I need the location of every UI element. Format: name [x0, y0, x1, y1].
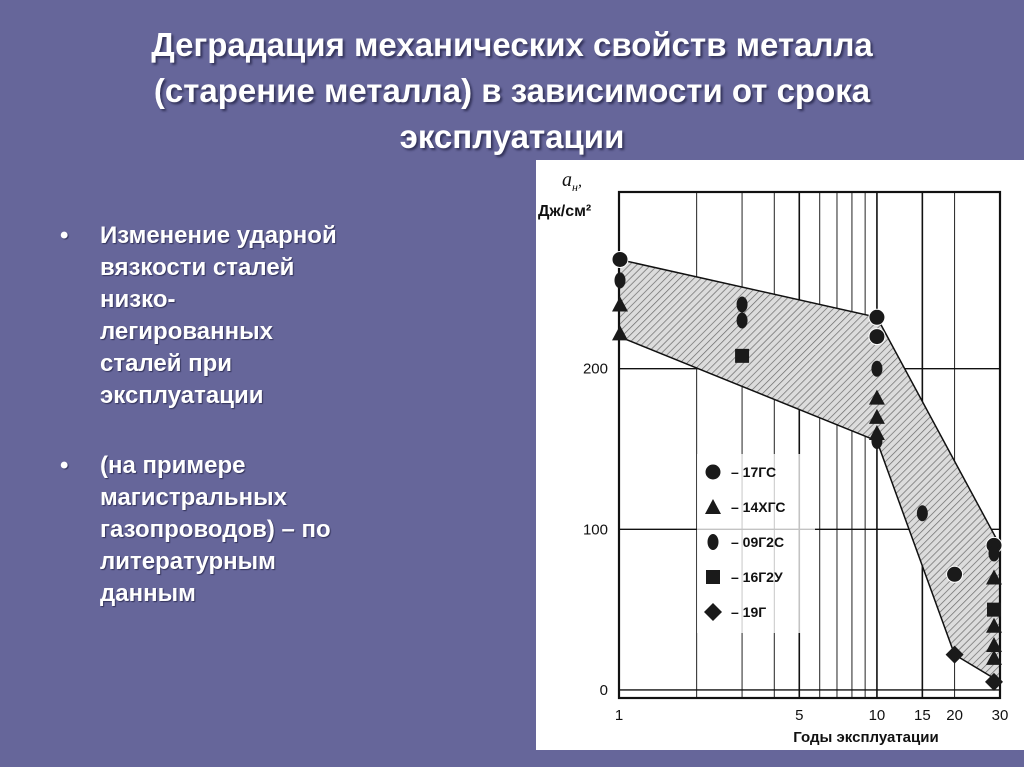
data-point-ellipse [989, 545, 1000, 561]
bullet-marker: • [60, 222, 69, 249]
title-line-2: (старение металла) в зависимости от срока [153, 72, 871, 109]
x-tick-label: 20 [946, 707, 963, 724]
bullet-2-line-2: магистральных [100, 484, 287, 511]
data-point-ellipse [737, 296, 748, 312]
data-point-ellipse [737, 313, 748, 329]
y-tick-label: 100 [582, 521, 608, 539]
legend-marker-square [706, 570, 720, 584]
data-point-square [735, 349, 749, 363]
title-line-3: эксплуатации [399, 118, 625, 155]
data-point-circle [612, 251, 628, 267]
bullet-1-line-5: сталей при [100, 350, 233, 377]
bullet-1-line-6: эксплуатации [100, 382, 264, 409]
legend-marker-ellipse [708, 534, 719, 550]
legend-marker-circle [705, 464, 721, 480]
data-point-square [987, 603, 1001, 617]
data-point-ellipse [871, 361, 882, 377]
data-point-ellipse [615, 272, 626, 288]
legend-label: – 16Г2У [731, 569, 783, 585]
data-point-ellipse [917, 505, 928, 521]
legend-label: – 19Г [731, 604, 767, 620]
y-tick-label: 0 [599, 681, 608, 699]
x-tick-label: 30 [991, 707, 1009, 724]
chart-figure [536, 160, 1024, 750]
legend-label: – 09Г2С [731, 534, 785, 550]
bullet-2-line-3: газопроводов) – по [100, 516, 331, 543]
x-tick-label: 1 [614, 707, 624, 724]
bullet-2-line-5: данным [100, 580, 196, 607]
bullet-2-line-1: (на примере [100, 452, 246, 479]
data-point-ellipse [871, 433, 882, 449]
bullet-1-line-3: низко- [100, 286, 176, 313]
title-line-1: Деградация механических свойств металла [151, 26, 873, 63]
bullet-1-line-4: легированных [100, 318, 273, 345]
bullet-1-line-2: вязкости сталей [100, 254, 295, 281]
x-tick-label: 10 [868, 707, 886, 724]
data-point-circle [947, 566, 963, 582]
x-tick-label: 15 [914, 707, 931, 724]
chart-svg [536, 160, 1024, 750]
y-tick-label: 200 [582, 360, 608, 378]
y-axis-unit: Дж/см² [538, 203, 592, 220]
bullet-1-line-1: Изменение ударной [100, 222, 337, 249]
y-axis-label: $a_н^,$ [562, 169, 582, 194]
bullet-marker: • [60, 452, 69, 479]
x-tick-label: 5 [795, 707, 804, 724]
legend-label: – 17ГС [731, 464, 777, 480]
slide-title [20, 22, 1004, 160]
legend-label: – 14ХГС [731, 499, 786, 515]
data-point-circle [869, 329, 885, 345]
data-point-circle [869, 309, 885, 325]
x-axis-label: Годы эксплуатации [793, 729, 939, 746]
bullet-2-line-4: литературным [100, 548, 276, 575]
